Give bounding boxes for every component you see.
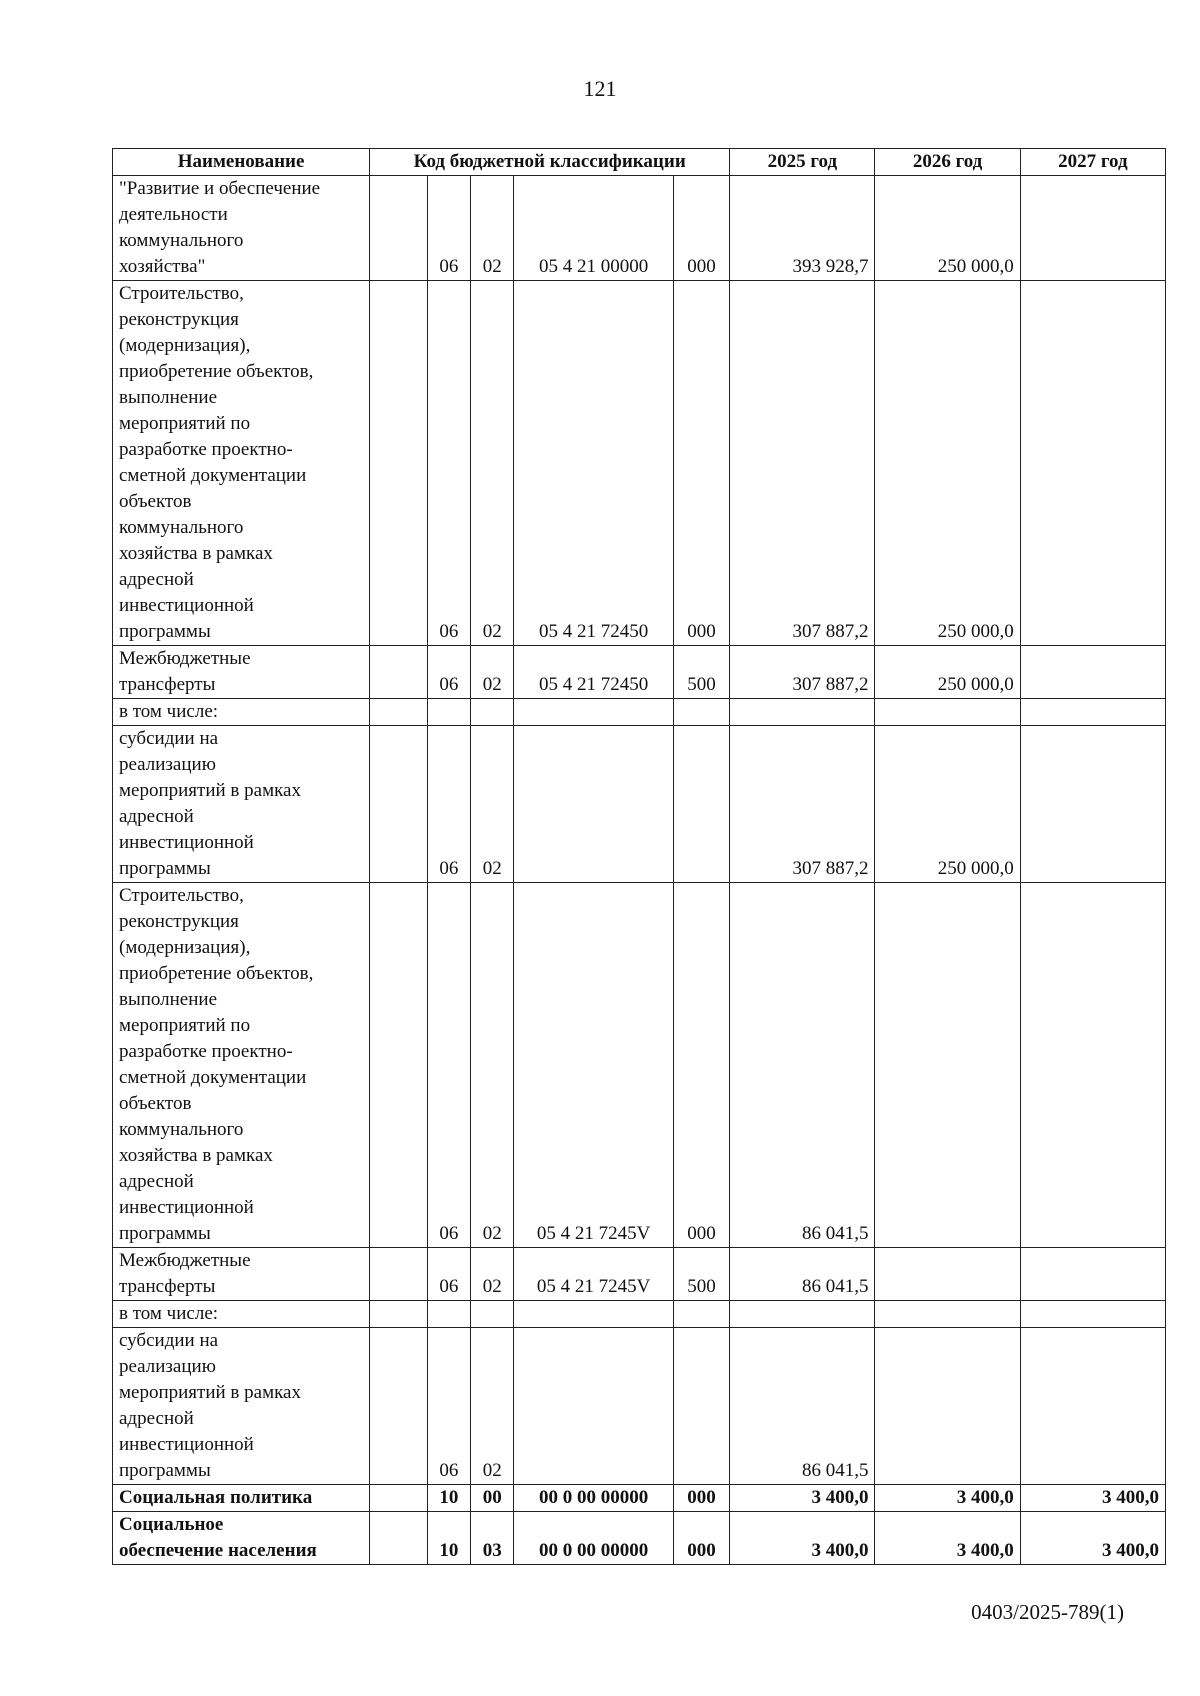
table-row bbox=[113, 1485, 1166, 1512]
table-row bbox=[113, 1328, 1166, 1485]
table-row bbox=[113, 726, 1166, 883]
value-2026 bbox=[875, 1328, 1020, 1485]
code-section bbox=[427, 1301, 470, 1328]
code-type bbox=[673, 699, 729, 726]
value-2025: 307 887,2 bbox=[730, 726, 875, 883]
value-2027 bbox=[1020, 883, 1165, 1248]
table-row bbox=[113, 699, 1166, 726]
code-type bbox=[673, 1328, 729, 1485]
table-row bbox=[113, 883, 1166, 1248]
code-blank bbox=[370, 699, 427, 726]
row-name: субсидии на реализацию мероприятий в рамках адресной инвестиционной программы bbox=[113, 726, 370, 883]
code-section: 06 bbox=[427, 281, 470, 646]
table-row bbox=[113, 281, 1166, 646]
header-2027: 2027 год bbox=[1020, 149, 1165, 176]
code-subsection: 02 bbox=[471, 1248, 514, 1301]
value-2027: 3 400,0 bbox=[1020, 1485, 1165, 1512]
row-name: Социальное обеспечение населения bbox=[113, 1512, 370, 1565]
row-name: Межбюджетные трансферты bbox=[113, 646, 370, 699]
code-section: 06 bbox=[427, 646, 470, 699]
code-section: 06 bbox=[427, 726, 470, 883]
code-blank bbox=[370, 176, 427, 281]
value-2025: 86 041,5 bbox=[730, 1248, 875, 1301]
value-2026 bbox=[875, 699, 1020, 726]
code-target bbox=[514, 726, 673, 883]
value-2025: 3 400,0 bbox=[730, 1485, 875, 1512]
code-section bbox=[427, 699, 470, 726]
code-target: 00 0 00 00000 bbox=[514, 1485, 673, 1512]
value-2026: 3 400,0 bbox=[875, 1485, 1020, 1512]
code-target: 05 4 21 7245V bbox=[514, 883, 673, 1248]
code-subsection: 02 bbox=[471, 883, 514, 1248]
table-row bbox=[113, 646, 1166, 699]
value-2025: 393 928,7 bbox=[730, 176, 875, 281]
value-2026: 250 000,0 bbox=[875, 726, 1020, 883]
code-target: 05 4 21 00000 bbox=[514, 176, 673, 281]
value-2025 bbox=[730, 1301, 875, 1328]
value-2026: 3 400,0 bbox=[875, 1512, 1020, 1565]
value-2026: 250 000,0 bbox=[875, 646, 1020, 699]
code-blank bbox=[370, 1248, 427, 1301]
row-name: Межбюджетные трансферты bbox=[113, 1248, 370, 1301]
row-name: Строительство, реконструкция (модернизация), приобретение объектов, выполнение мероприятий по разработке проектно- сметной документации объектов коммунального хозяйства в рамках адресной инвестиционной программы bbox=[113, 281, 370, 646]
value-2026 bbox=[875, 1248, 1020, 1301]
row-name: в том числе: bbox=[113, 699, 370, 726]
code-blank bbox=[370, 1512, 427, 1565]
code-section: 06 bbox=[427, 176, 470, 281]
header-2026: 2026 год bbox=[875, 149, 1020, 176]
code-subsection: 02 bbox=[471, 726, 514, 883]
code-type: 500 bbox=[673, 646, 729, 699]
code-blank bbox=[370, 1485, 427, 1512]
row-name: Социальная политика bbox=[113, 1485, 370, 1512]
code-subsection: 00 bbox=[471, 1485, 514, 1512]
code-subsection: 02 bbox=[471, 281, 514, 646]
value-2025: 307 887,2 bbox=[730, 281, 875, 646]
code-blank bbox=[370, 883, 427, 1248]
row-name: "Развитие и обеспечение деятельности коммунального хозяйства" bbox=[113, 176, 370, 281]
code-type: 000 bbox=[673, 1512, 729, 1565]
row-name: Строительство, реконструкция (модернизация), приобретение объектов, выполнение мероприятий по разработке проектно- сметной документации объектов коммунального хозяйства в рамках адресной инвестиционной программы bbox=[113, 883, 370, 1248]
value-2026: 250 000,0 bbox=[875, 176, 1020, 281]
code-type: 500 bbox=[673, 1248, 729, 1301]
page-number: 121 bbox=[583, 76, 617, 101]
header-code: Код бюджетной классификации bbox=[370, 149, 730, 176]
value-2027 bbox=[1020, 281, 1165, 646]
code-target: 05 4 21 72450 bbox=[514, 281, 673, 646]
code-subsection: 02 bbox=[471, 1328, 514, 1485]
budget-table bbox=[112, 148, 1166, 1565]
header-2025: 2025 год bbox=[730, 149, 875, 176]
code-blank bbox=[370, 646, 427, 699]
value-2025: 307 887,2 bbox=[730, 646, 875, 699]
value-2027: 3 400,0 bbox=[1020, 1512, 1165, 1565]
value-2027 bbox=[1020, 726, 1165, 883]
table-header-row bbox=[113, 149, 1166, 176]
code-section: 06 bbox=[427, 1328, 470, 1485]
value-2026: 250 000,0 bbox=[875, 281, 1020, 646]
value-2027 bbox=[1020, 1301, 1165, 1328]
code-blank bbox=[370, 726, 427, 883]
table-row bbox=[113, 1248, 1166, 1301]
header-name: Наименование bbox=[113, 149, 370, 176]
code-target: 00 0 00 00000 bbox=[514, 1512, 673, 1565]
code-type: 000 bbox=[673, 176, 729, 281]
code-section: 06 bbox=[427, 883, 470, 1248]
row-name: субсидии на реализацию мероприятий в рамках адресной инвестиционной программы bbox=[113, 1328, 370, 1485]
value-2027 bbox=[1020, 1248, 1165, 1301]
value-2025: 3 400,0 bbox=[730, 1512, 875, 1565]
row-name: в том числе: bbox=[113, 1301, 370, 1328]
code-target bbox=[514, 699, 673, 726]
code-target: 05 4 21 7245V bbox=[514, 1248, 673, 1301]
code-type: 000 bbox=[673, 883, 729, 1248]
code-section: 10 bbox=[427, 1512, 470, 1565]
code-section: 06 bbox=[427, 1248, 470, 1301]
code-blank bbox=[370, 1301, 427, 1328]
code-blank bbox=[370, 1328, 427, 1485]
table-row bbox=[113, 176, 1166, 281]
code-subsection: 02 bbox=[471, 646, 514, 699]
code-type: 000 bbox=[673, 1485, 729, 1512]
value-2027 bbox=[1020, 646, 1165, 699]
code-target bbox=[514, 1301, 673, 1328]
value-2027 bbox=[1020, 699, 1165, 726]
document-id: 0403/2025-789(1) bbox=[971, 1600, 1124, 1624]
value-2026 bbox=[875, 1301, 1020, 1328]
code-type bbox=[673, 726, 729, 883]
value-2025: 86 041,5 bbox=[730, 883, 875, 1248]
value-2027 bbox=[1020, 1328, 1165, 1485]
code-blank bbox=[370, 281, 427, 646]
code-type bbox=[673, 1301, 729, 1328]
code-subsection: 03 bbox=[471, 1512, 514, 1565]
code-subsection bbox=[471, 1301, 514, 1328]
code-type: 000 bbox=[673, 281, 729, 646]
value-2025 bbox=[730, 699, 875, 726]
table-body bbox=[113, 176, 1166, 1565]
table-row bbox=[113, 1301, 1166, 1328]
value-2027 bbox=[1020, 176, 1165, 281]
code-section: 10 bbox=[427, 1485, 470, 1512]
value-2025: 86 041,5 bbox=[730, 1328, 875, 1485]
code-subsection bbox=[471, 699, 514, 726]
code-target bbox=[514, 1328, 673, 1485]
value-2026 bbox=[875, 883, 1020, 1248]
code-subsection: 02 bbox=[471, 176, 514, 281]
code-target: 05 4 21 72450 bbox=[514, 646, 673, 699]
table-row bbox=[113, 1512, 1166, 1565]
